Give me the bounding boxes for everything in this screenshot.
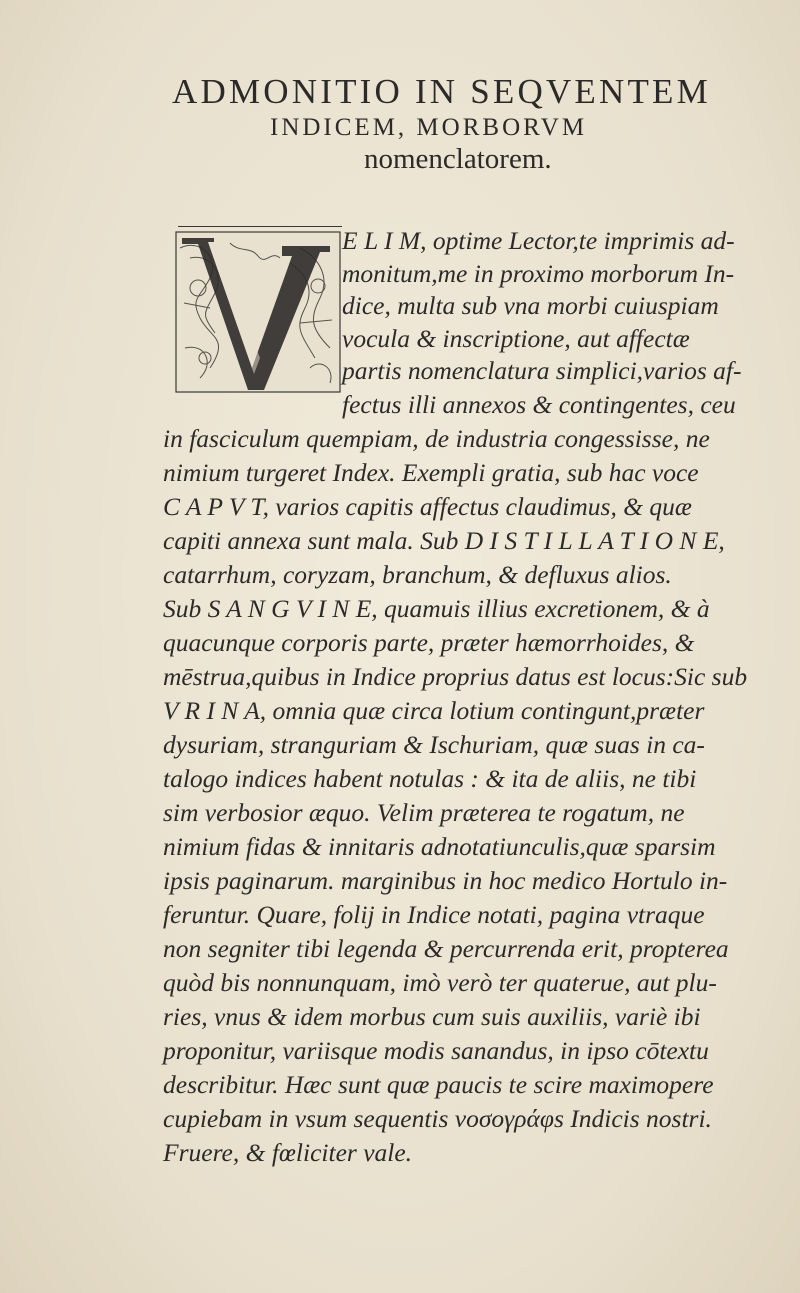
page-title: ADMONITIO IN SEQVENTEM [172,72,711,111]
text-line: catarrhum, coryzam, branchum, & defluxus alios. [163,560,672,589]
text-line: V R I N A, omnia quæ circa lotium contingunt,præter [163,696,705,725]
text-line: quacunque corporis parte, præter hæmorrhoides, & [163,628,695,657]
text-line: ipsis paginarum. marginibus in hoc medico Hortulo in- [163,866,728,895]
text-line: talogo indices habent notulas : & ita de aliis, ne tibi [163,764,697,793]
text-line: feruntur. Quare, folij in Indice notati, pagina vtraque [163,900,705,929]
text-line: vocula & inscriptione, aut affectæ [342,324,690,353]
text-line: describitur. Hæc sunt quæ paucis te scire maximopere [163,1070,714,1099]
text-line: nimium turgeret Index. Exempli gratia, sub hac voce [163,458,699,487]
text-line: E L I M, optime Lector,te imprimis ad- [342,226,735,255]
text-line: in fasciculum quempiam, de industria congessisse, ne [163,424,710,453]
page-subtitle-continued: nomenclatorem. [364,143,552,175]
text-line: sim verbosior æquo. Velim præterea te rogatum, ne [163,798,685,827]
text-line: dice, multa sub vna morbi cuiuspiam [342,291,719,320]
page-subtitle: INDICEM, MORBORVM [270,114,588,141]
text-line: non segniter tibi legenda & percurrenda erit, propterea [163,934,729,963]
text-line: C A P V T, varios capitis affectus claudimus, & quæ [163,492,692,521]
text-line: ries, vnus & idem morbus cum suis auxiliis, variè ibi [163,1002,701,1031]
text-line: dysuriam, stranguriam & Ischuriam, quæ suas in ca- [163,730,705,759]
decorated-initial-v [170,228,342,398]
text-line: cupiebam in vsum sequentis νοσογράφs Indicis nostri. [163,1104,712,1133]
text-line: proponitur, variisque modis sanandus, in ipso cōtextu [163,1036,709,1065]
text-line: Sub S A N G V I N E, quamuis illius excretionem, & à [163,594,710,623]
text-line: quòd bis nonnunquam, imò verò ter quaterue, aut plu- [163,968,717,997]
text-line: mēstrua,quibus in Indice proprius datus est locus:Sic sub [163,662,748,691]
text-line: Fruere, & fœliciter vale. [163,1138,413,1167]
text-line: partis nomenclatura simplici,varios af- [342,356,742,385]
text-line: fectus illi annexos & contingentes, ceu [342,390,736,419]
text-line: nimium fidas & innitaris adnotatiunculis,quæ sparsim [163,832,716,861]
initial-frame-rule [178,226,342,227]
text-line: capiti annexa sunt mala. Sub D I S T I L L A T I O N E, [163,526,725,555]
text-line: monitum,me in proximo morborum In- [342,259,735,288]
